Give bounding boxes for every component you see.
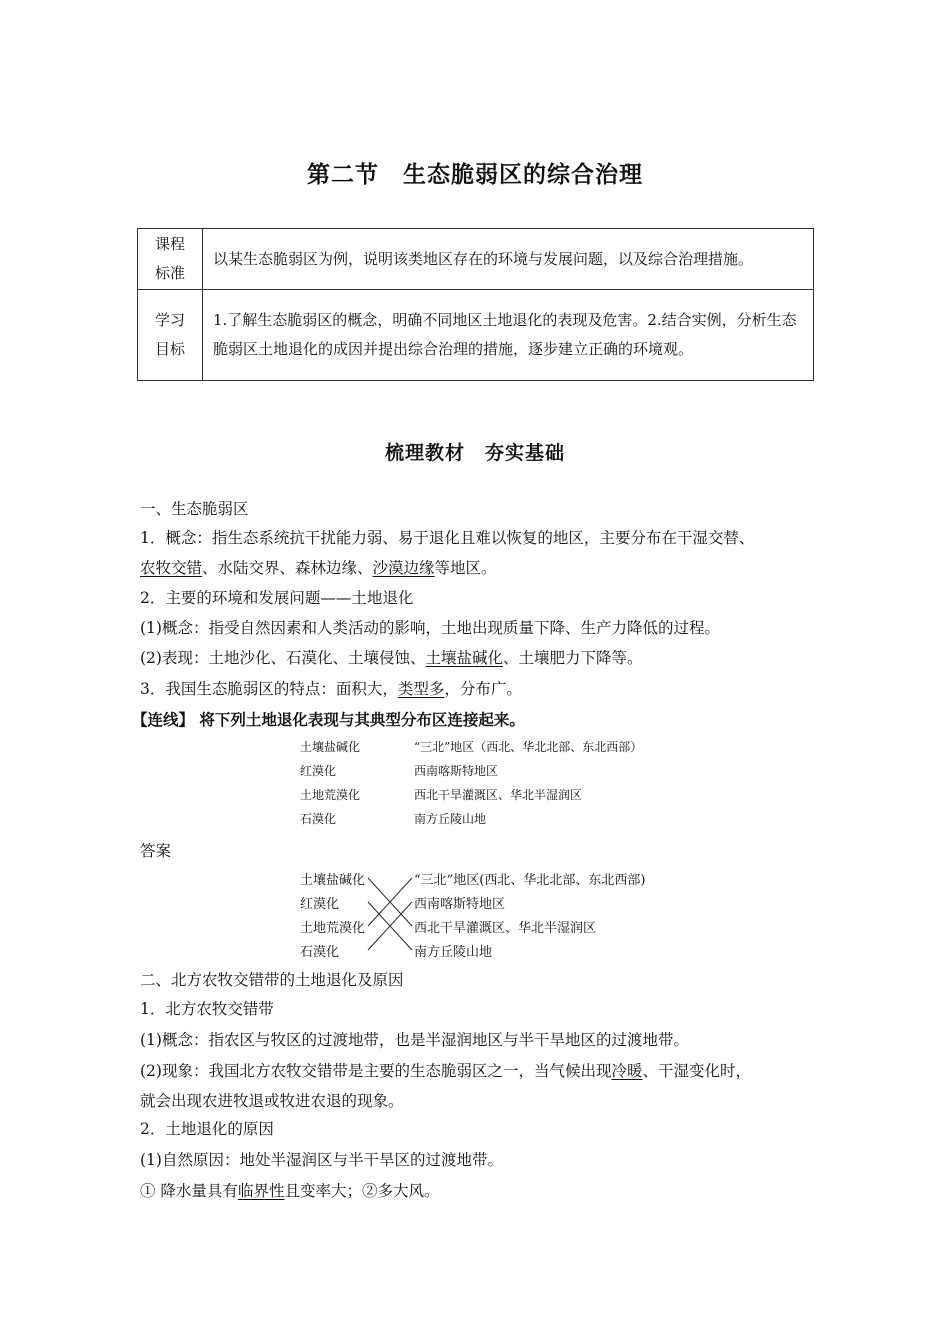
section-title: 梳理教材 夯实基础 [384, 442, 565, 464]
curriculum-standard-text: 以某生态脆弱区为例，说明该类地区存在的环境与发展问题，以及综合治理措施。 [203, 229, 814, 290]
answer-left-item: 土壤盐碱化 [300, 873, 366, 888]
text-span: (2)表现：土地沙化、石漠化、土壤侵蚀、 [140, 649, 426, 667]
text-span: ，分布广。 [444, 680, 522, 698]
answer-right-item: “三北”地区(西北、华北北部、东北西部) [414, 873, 646, 888]
answer-label: 答案 [140, 842, 172, 860]
learning-goal-text: 1.了解生态脆弱区的概念，明确不同地区土地退化的表现及危害。2.结合实例，分析生态脆弱区土地退化的成因并提出综合治理的措施，逐步建立正确的环境观。 [203, 290, 814, 381]
underline-answer: 类型多 [397, 680, 445, 698]
part2-heading: 二、北方农牧交错带的土地退化及原因 [140, 971, 404, 989]
text-span: 且变率大；②多大风。 [284, 1182, 440, 1200]
p3-degradation-concept: (1)概念：指受自然因素和人类活动的影响，土地出现质量下降、生产力降低的过程。 [140, 619, 720, 637]
p2-concept: (1)概念：指农区与牧区的过渡地带，也是半湿润地区与半干旱地区的过渡地带。 [140, 1031, 689, 1049]
question-right-item: 西南喀斯特地区 [414, 764, 499, 778]
p2-natural-factors [140, 1180, 439, 1202]
answer-right-item: 西南喀斯特地区 [414, 897, 506, 912]
question-left-item: 土地荒漠化 [300, 788, 361, 802]
text-span: 、干湿变化时， [642, 1062, 751, 1080]
text-span: 3．我国生态脆弱区的特点：面积大， [140, 680, 398, 698]
page-title: 第二节 生态脆弱区的综合治理 [307, 162, 643, 188]
underline-answer: 土壤盐碱化 [425, 649, 503, 667]
connect-instruction: 将下列土地退化表现与其典型分布区连接起来。 [199, 711, 525, 729]
p2-2-causes: 2．土地退化的原因 [140, 1120, 274, 1138]
p2-phenomenon-line1 [140, 1060, 751, 1082]
text-span: ① 降水量具有 [140, 1182, 238, 1200]
p2-phenomenon-line2: 就会出现农进牧退或牧进农退的现象。 [140, 1092, 404, 1110]
question-right-item: 南方丘陵山地 [414, 812, 487, 826]
text-span: 、土壤肥力下降等。 [502, 649, 643, 667]
label-text: 课程 标准 [154, 235, 185, 282]
text-span: 等地区。 [434, 559, 497, 577]
connect-tag: 【连线】 [132, 711, 195, 729]
question-left-item: 石漠化 [300, 812, 337, 826]
underline-answer: 临界性 [237, 1182, 285, 1200]
question-left-item: 红漠化 [300, 764, 337, 778]
underline-answer: 沙漠边缘 [372, 559, 435, 577]
underline-answer: 冷暖 [611, 1062, 643, 1080]
p2-natural-causes: (1)自然原因：地处半湿润区与半干旱区的过渡地带。 [140, 1151, 503, 1169]
label-text: 学习 目标 [154, 311, 185, 358]
text-span: (2)现象：我国北方农牧交错带是主要的生态脆弱区之一，当气候出现 [140, 1062, 612, 1080]
part1-heading: 一、生态脆弱区 [140, 500, 249, 518]
question-left-item: 土壤盐碱化 [300, 740, 361, 754]
p2-1-belt: 1．北方农牧交错带 [140, 1000, 274, 1018]
answer-left-item: 石漠化 [300, 945, 340, 960]
p1-concept-line1: 1．概念：指生态系统抗干扰能力弱、易于退化且难以恢复的地区，主要分布在干湿交替、 [140, 529, 755, 547]
answer-right-item: 南方丘陵山地 [414, 945, 493, 960]
text-span: 、水陆交界、森林边缘、 [202, 559, 373, 577]
question-right-item: “三北”地区（西北、华北北部、东北西部） [414, 740, 643, 754]
answer-right-item: 西北干旱灌溉区、华北半湿润区 [414, 921, 597, 936]
answer-left-item: 土地荒漠化 [300, 921, 366, 936]
answer-left-item: 红漠化 [300, 897, 340, 912]
underline-answer: 农牧交错 [140, 559, 203, 577]
p2-issues: 2．主要的环境和发展问题——土地退化 [140, 589, 414, 607]
question-right-item: 西北干旱灌溉区、华北半湿润区 [414, 788, 583, 802]
